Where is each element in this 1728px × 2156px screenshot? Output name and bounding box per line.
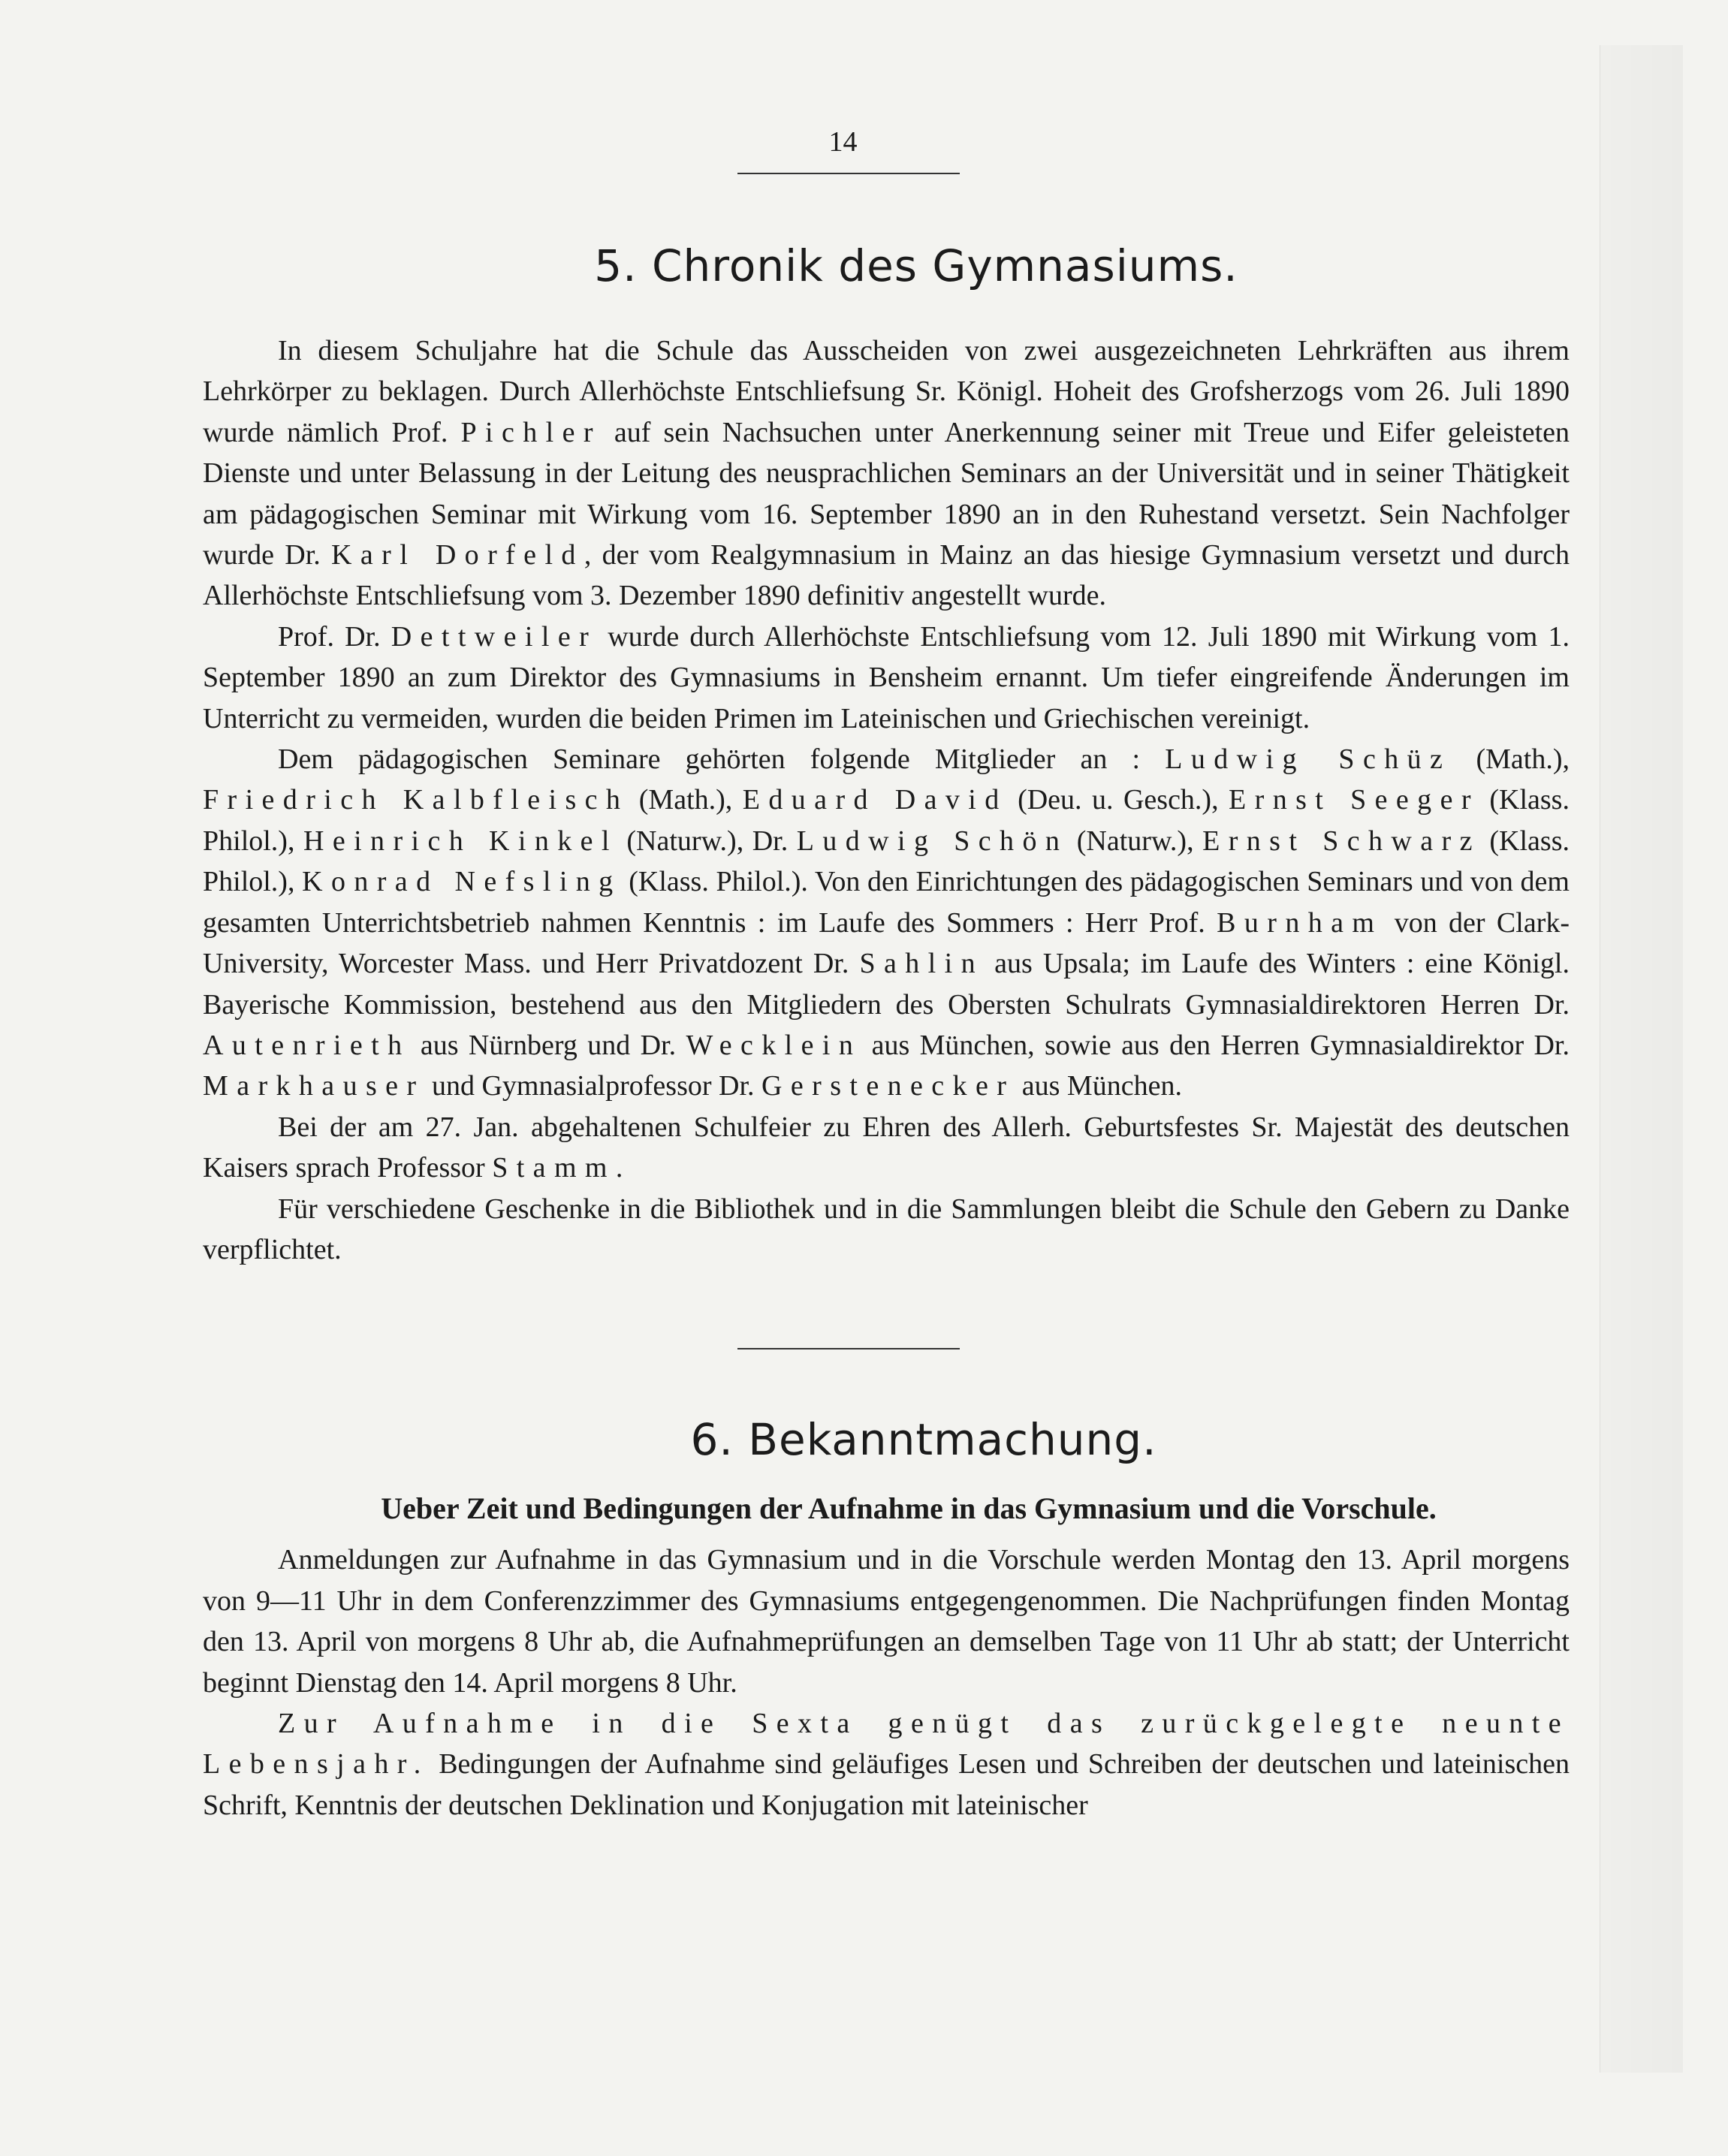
chronik-paragraph-4: Bei der am 27. Jan. abgehaltenen Schulfeier zu Ehren des Allerh. Geburtsfestes Sr. Majestät des deutschen Kaisers sprach Professor Stamm. [203,1111,1570,1184]
chronik-paragraph-2: Prof. Dr. Dettweiler wurde durch Allerhöchste Entschliefsung vom 12. Juli 1890 mit Wirkung vom 1. September 1890 an zum Direktor des Gymnasiums in Bensheim ernannt. Um tiefer eingreifende Änderungen im Unterricht zu vermeiden, wurden die beiden Primen im Lateinischen und Griechischen vereinigt. [203,620,1570,734]
name-stamm: Stamm [492,1152,616,1184]
header-rule [737,173,960,174]
chronik-paragraph-3: Dem pädagogischen Seminare gehörten folgende Mitglieder an : Ludwig Schüz (Math.), Friedrich Kalbfleisch (Math.), Eduard David (Deu. u. Gesch.), Ernst Seeger (Klass. Philol.), Heinrich Kinkel (Naturw.), Dr. Ludwig Schön (Naturw.), Ernst Schwarz (Klass. Philol.), Konrad Nefsling (Klass. Philol.). Von den Einrichtungen des pädagogischen Seminars und von dem gesamten Unterrichtsbetrieb nahmen Kenntnis : im Laufe des Sommers : Herr Prof. Burnham von der Clark-University, Worcester Mass. und Herr Privatdozent Dr. Sahlin aus Upsala; im Laufe des Winters : eine Königl. Bayerische Kommission, bestehend aus den Mitgliedern des Obersten Schulrats Gymnasialdirektoren Herren Dr. Autenrieth aus Nürnberg und Dr. Wecklein aus München, sowie aus den Herren Gymnasialdirektor Dr. Markhauser und Gymnasialprofessor Dr. Gerstenecker aus München. [203,743,1570,1102]
page-number: 14 [828,126,858,158]
chronik-paragraph-1: In diesem Schuljahre hat die Schule das Ausscheiden von zwei ausgezeichneten Lehrkräften aus ihrem Lehrkörper zu beklagen. Durch Allerhöchste Entschliefsung Sr. Königl. Hoheit des Grofsherzogs vom 26. Juli 1890 wurde nämlich Prof. Pichler auf sein Nachsuchen unter Anerkennung seiner mit Treue und Eifer geleisteten Dienste und unter Belassung in der Leitung des neusprachlichen Seminars an der Universität und in seiner Thätigkeit am pädagogischen Seminar mit Wirkung vom 16. September 1890 an in den Ruhestand versetzt. Sein Nachfolger wurde Dr. Karl Dorfeld, der vom Realgymnasium in Mainz an das hiesige Gymnasium versetzt und durch Allerhöchste Entschliefsung vom 3. Dezember 1890 definitiv angestellt wurde. [203,335,1570,612]
name-dettweiler: Dettweiler [391,620,598,653]
bekanntmachung-paragraph-2: Zur Aufnahme in die Sexta genügt das zurückgelegte neunte Lebensjahr. Bedingungen der Aufnahme sind geläufiges Lesen und Schreiben der deutschen und lateinischen Schrift, Kenntnis der deutschen Deklination und Konjugation mit lateinischer [203,1707,1570,1821]
name-pichler: Pichler [460,416,602,448]
chronik-paragraph-5: Für verschiedene Geschenke in die Bibliothek und in die Sammlungen bleibt die Schule den Gebern zu Danke verpflichtet. [203,1193,1570,1265]
bleed-through-edge [1600,45,1683,2073]
section-divider [737,1348,960,1349]
section-subtitle: Ueber Zeit und Bedingungen der Aufnahme in das Gymnasium und die Vorschule. [381,1491,1437,1526]
bekanntmachung-paragraph-1: Anmeldungen zur Aufnahme in das Gymnasium und in die Vorschule werden Montag den 13. April morgens von 9—11 Uhr in dem Conferenzzimmer des Gymnasiums entgegengenommen. Die Nachprüfungen finden Montag den 13. April von morgens 8 Uhr ab, die Aufnahmeprüfungen an demselben Tage von 11 Uhr ab statt; der Unterricht beginnt Dienstag den 14. April morgens 8 Uhr. [203,1544,1570,1699]
name-dorfeld: Karl Dorfeld [331,539,584,571]
section-title-chronik: 5. Chronik des Gymnasiums. [594,240,1238,291]
section-title-bekanntmachung: 6. Bekanntmachung. [690,1414,1157,1466]
page-content [203,128,1570,1826]
